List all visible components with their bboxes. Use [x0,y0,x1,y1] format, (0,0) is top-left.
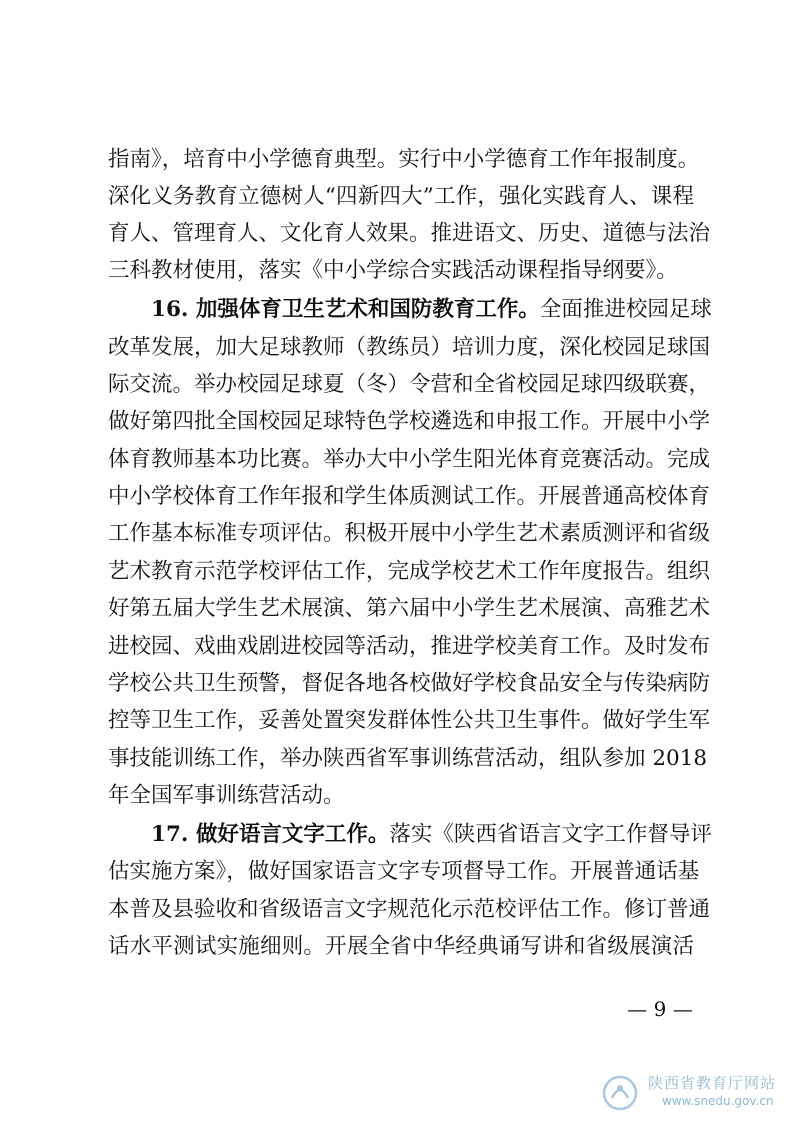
body-text-line: 际交流。举办校园足球夏（冬）令营和全省校园足球四级联赛， [108,372,711,397]
section-16-heading: 16. 加强体育卫生艺术和国防教育工作。 [151,297,540,322]
section-17-heading: 17. 做好语言文字工作。 [151,822,390,847]
body-text-line: 话水平测试实施细则。开展全省中华经典诵写讲和省级展演活 [108,934,694,959]
watermark-title: 陕西省教育厅网站 [648,1074,777,1092]
page-number: — 9 — [627,997,693,1021]
body-text-line: 三科教材使用，落实《中小学综合实践活动课程指导纲要》。 [108,258,678,283]
body-text-line: 年全国军事训练营活动。 [108,783,345,808]
education-logo-icon [600,1074,640,1112]
body-text-line: 中小学校体育工作年报和学生体质测试工作。开展普通高校体育 [108,484,711,509]
section-16-first-line-text: 全面推进校园足球 [539,297,712,322]
body-text-line: 学校公共卫生预警，督促各地各校做好学校食品安全与传染病防 [108,671,711,696]
body-text-line: 深化义务教育立德树人“四新四大”工作，强化实践育人、课程 [108,184,694,209]
body-text-line: 艺术教育示范学校评估工作，完成学校艺术工作年度报告。组织 [108,559,711,584]
body-text-line: 育人、管理育人、文化育人效果。推进语文、历史、道德与法治 [108,221,711,246]
section-17-first-line [151,821,712,849]
body-text-line: 体育教师基本功比赛。举办大中小学生阳光体育竞赛活动。完成 [108,447,711,472]
body-text-line: 指南》，培育中小学德育典型。实行中小学德育工作年报制度。 [108,147,700,172]
body-text-line: 进校园、戏曲戏剧进校园等活动，推进学校美育工作。及时发布 [108,634,711,659]
body-text-line: 好第五届大学生艺术展演、第六届中小学生艺术展演、高雅艺术 [108,596,711,621]
body-text-line: 做好第四批全国校园足球特色学校遴选和申报工作。开展中小学 [108,409,711,434]
body-text-line: 事技能训练工作，举办陕西省军事训练营活动，组队参加 2018 [108,746,708,771]
body-text-line: 工作基本标准专项评估。积极开展中小学生艺术素质测评和省级 [108,521,711,546]
watermark-url: www.snedu.gov.cn [662,1094,774,1108]
body-text-line: 估实施方案》，做好国家语言文字专项督导工作。开展普通话基 [108,859,700,884]
body-text-line: 控等卫生工作，妥善处置突发群体性公共卫生事件。做好学生军 [108,708,711,733]
section-17-first-line-text: 落实《陕西省语言文字工作督导评 [389,822,712,847]
section-16-first-line [151,296,712,324]
body-text-line: 改革发展，加大足球教师（教练员）培训力度，深化校园足球国 [108,335,711,360]
body-text-line: 本普及县验收和省级语言文字规范化示范校评估工作。修订普通 [108,897,711,922]
site-watermark [600,1072,785,1114]
